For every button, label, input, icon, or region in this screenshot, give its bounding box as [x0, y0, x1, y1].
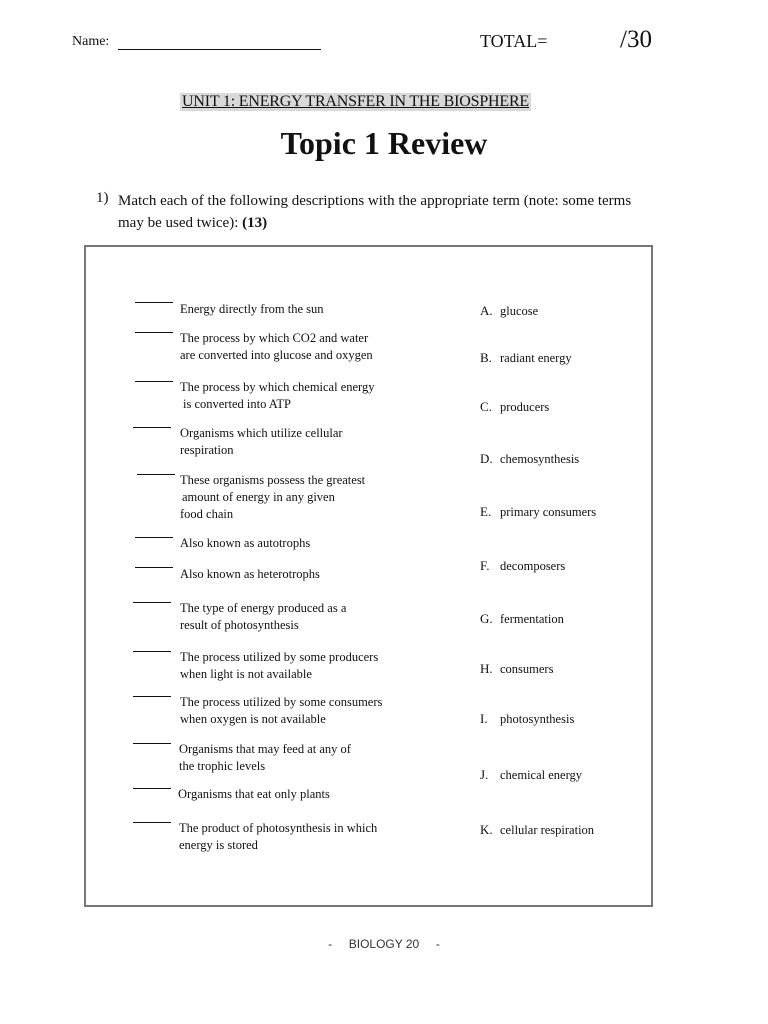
term-item: [480, 451, 579, 467]
description-item: [180, 600, 346, 634]
term-item: [480, 822, 594, 838]
total-label: TOTAL=: [480, 31, 548, 51]
term-item: [480, 504, 596, 520]
description-text: The process by which CO2 and water: [180, 331, 369, 345]
description-text: The process utilized by some consumers: [180, 695, 383, 709]
description-item: [180, 301, 323, 318]
description-text: when light is not available: [180, 667, 312, 681]
description-text: The process by which chemical energy: [180, 380, 375, 394]
description-text: the trophic levels: [179, 759, 266, 773]
description-item: [180, 472, 365, 523]
description-text: Organisms that eat only plants: [178, 787, 330, 801]
term-text: chemosynthesis: [500, 452, 580, 466]
unit-title: UNIT 1: ENERGY TRANSFER IN THE BIOSPHERE: [182, 93, 529, 110]
name-blank-field[interactable]: [118, 49, 321, 50]
description-item: [180, 566, 320, 583]
term-letter: E.: [480, 504, 492, 519]
question-instructions: Match each of the following descriptions with the appropriate term (note: some terms may be used twice):: [118, 193, 632, 231]
description-item: [180, 535, 310, 552]
term-item: [480, 767, 582, 783]
term-text: producers: [500, 400, 550, 414]
answer-blank[interactable]: [133, 788, 171, 789]
term-text: glucose: [500, 304, 539, 318]
answer-blank[interactable]: [135, 567, 173, 568]
description-item: [180, 425, 343, 459]
page-footer: - BIOLOGY 20 -: [328, 937, 440, 951]
answer-blank[interactable]: [137, 474, 175, 475]
answer-blank[interactable]: [135, 537, 173, 538]
description-text: respiration: [180, 443, 234, 457]
term-letter: D.: [480, 451, 493, 466]
term-letter: B.: [480, 350, 492, 365]
question-text: [118, 190, 658, 234]
description-item: [178, 786, 330, 803]
term-text: decomposers: [500, 559, 566, 573]
term-letter: K.: [480, 822, 493, 837]
description-text: The process utilized by some producers: [180, 650, 379, 664]
term-letter: H.: [480, 661, 493, 676]
description-text: Organisms which utilize cellular: [180, 426, 343, 440]
term-text: consumers: [500, 662, 554, 676]
answer-blank[interactable]: [133, 696, 171, 697]
term-item: [480, 661, 553, 677]
answer-blank[interactable]: [133, 822, 171, 823]
answer-blank[interactable]: [135, 302, 173, 303]
description-text: is converted into ATP: [183, 397, 291, 411]
term-item: [480, 611, 564, 627]
description-text: amount of energy in any given: [182, 490, 335, 504]
answer-blank[interactable]: [135, 332, 173, 333]
term-text: cellular respiration: [500, 823, 595, 837]
description-text: Organisms that may feed at any of: [179, 742, 351, 756]
term-letter: I.: [480, 711, 488, 726]
answer-blank[interactable]: [135, 381, 173, 382]
term-letter: A.: [480, 303, 493, 318]
description-item: [179, 741, 351, 775]
term-item: [480, 399, 549, 415]
term-letter: F.: [480, 558, 490, 573]
answer-blank[interactable]: [133, 651, 171, 652]
description-item: [180, 649, 378, 683]
description-item: [180, 330, 373, 364]
description-text: Also known as heterotrophs: [180, 567, 320, 581]
term-item: [480, 711, 574, 727]
question-number: 1): [96, 190, 109, 206]
answer-blank[interactable]: [133, 427, 171, 428]
description-item: [180, 379, 375, 413]
description-text: The type of energy produced as a: [180, 601, 347, 615]
term-letter: J.: [480, 767, 489, 782]
term-letter: C.: [480, 399, 492, 414]
description-text: result of photosynthesis: [180, 618, 299, 632]
term-text: chemical energy: [500, 768, 583, 782]
description-item: [179, 820, 377, 854]
page-title: Topic 1 Review: [280, 125, 488, 161]
description-text: These organisms possess the greatest: [180, 473, 366, 487]
total-score-value: /30: [620, 26, 652, 53]
description-text: energy is stored: [179, 838, 258, 852]
answer-blank[interactable]: [133, 602, 171, 603]
term-text: fermentation: [500, 612, 564, 626]
description-text: are converted into glucose and oxygen: [180, 348, 373, 362]
term-text: photosynthesis: [500, 712, 575, 726]
answer-blank[interactable]: [133, 743, 171, 744]
term-item: [480, 350, 572, 366]
description-text: The product of photosynthesis in which: [179, 821, 378, 835]
question-points: (13): [242, 215, 268, 231]
description-text: Also known as autotrophs: [180, 536, 311, 550]
term-text: radiant energy: [500, 351, 572, 365]
description-item: [180, 694, 382, 728]
term-text: primary consumers: [500, 505, 597, 519]
name-label: Name:: [72, 34, 110, 49]
description-text: when oxygen is not available: [180, 712, 326, 726]
term-item: [480, 303, 538, 319]
description-text: food chain: [180, 507, 234, 521]
term-item: [480, 558, 565, 574]
term-letter: G.: [480, 611, 493, 626]
description-text: Energy directly from the sun: [180, 302, 324, 316]
